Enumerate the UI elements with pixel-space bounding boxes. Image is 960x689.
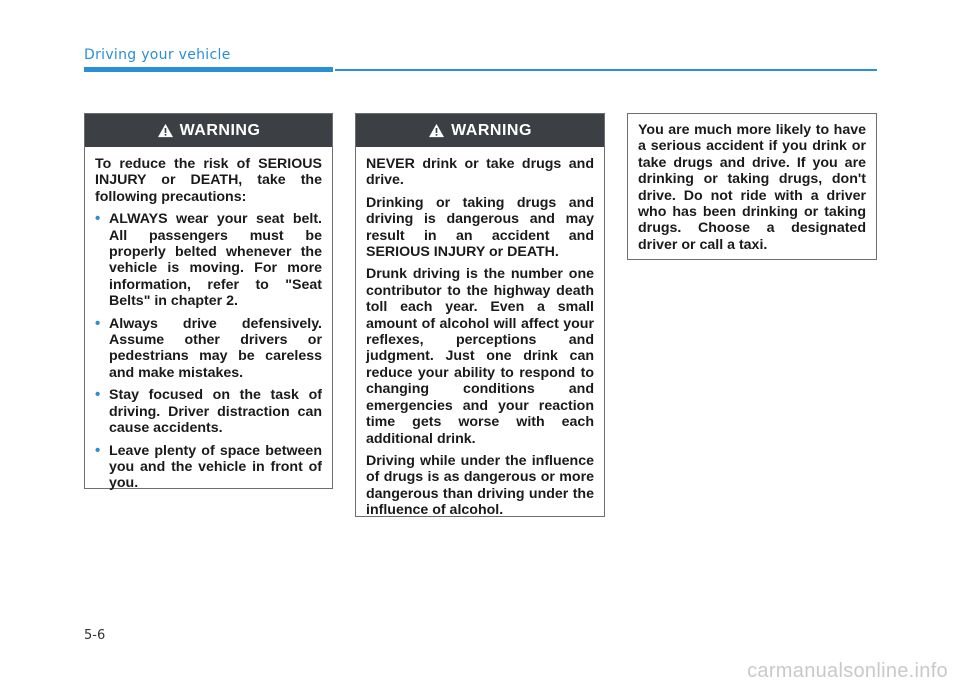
warning-box-continued bbox=[627, 113, 877, 260]
warning-box-drugs-alcohol bbox=[355, 113, 605, 517]
list-item bbox=[95, 211, 322, 309]
precaution-list bbox=[95, 211, 322, 492]
header-rule-thick bbox=[84, 67, 333, 72]
warning-body bbox=[356, 147, 604, 535]
warning-paragraph: NEVER drink or take drugs and drive. bbox=[366, 156, 594, 189]
warning-paragraph: Driving while under the influence of drugs is as dangerous or more dangerous than driving under the influence of alcohol. bbox=[366, 452, 594, 519]
section-title: Driving your vehicle bbox=[84, 47, 231, 63]
warning-body bbox=[628, 114, 876, 263]
list-item-text: Stay focused on the task of driving. Driver distraction can cause accidents. bbox=[109, 387, 322, 437]
warning-label: WARNING bbox=[179, 121, 261, 139]
header-rule-thin bbox=[335, 69, 877, 71]
warning-box-seatbelt bbox=[84, 113, 333, 492]
warning-header bbox=[85, 114, 332, 147]
bullet-dot-icon: • bbox=[95, 210, 101, 228]
watermark: carmanualsonline.info bbox=[747, 660, 948, 682]
warning-header bbox=[356, 114, 604, 147]
warning-paragraph: Drinking or taking drugs and driving is dangerous and may result in an accident and SERIOUS INJURY or DEATH. bbox=[366, 194, 594, 261]
warning-paragraph: You are much more likely to have a serious accident if you drink or take drugs and drive. If you are drinking or taking drugs, don't drive. Do not ride with a driver who has been drinking or taking drugs. Choose a designated driver or call a taxi. bbox=[638, 122, 866, 253]
list-item bbox=[95, 387, 322, 436]
list-item-text: ALWAYS wear your seat belt. All passengers must be properly belted whenever the vehicle is moving. For more information, refer to "Seat Belts" in chapter 2. bbox=[109, 211, 322, 310]
page-number: 5-6 bbox=[84, 628, 106, 643]
warning-triangle-icon bbox=[157, 123, 174, 138]
list-item bbox=[95, 443, 322, 492]
list-item bbox=[95, 316, 322, 382]
warning-label: WARNING bbox=[451, 121, 532, 139]
bullet-dot-icon: • bbox=[95, 386, 101, 404]
warning-body bbox=[85, 147, 332, 508]
warning-intro: To reduce the risk of SERIOUS INJURY or DEATH, take the following precautions: bbox=[95, 156, 322, 205]
warning-paragraph: Drunk driving is the number one contributor to the highway death toll each year. Even a small amount of alcohol will affect your reflexes, perceptions and judgment. Just one drink can reduce your ability to respond to changing conditions and emergencies and your reaction time gets worse with each additional drink. bbox=[366, 266, 594, 447]
bullet-dot-icon: • bbox=[95, 314, 101, 332]
list-item-text: Always drive defensively. Assume other drivers or pedestrians may be careless and make mistakes. bbox=[109, 315, 322, 381]
bullet-dot-icon: • bbox=[95, 441, 101, 459]
list-item-text: Leave plenty of space between you and the vehicle in front of you. bbox=[109, 442, 322, 492]
warning-triangle-icon bbox=[428, 123, 445, 138]
